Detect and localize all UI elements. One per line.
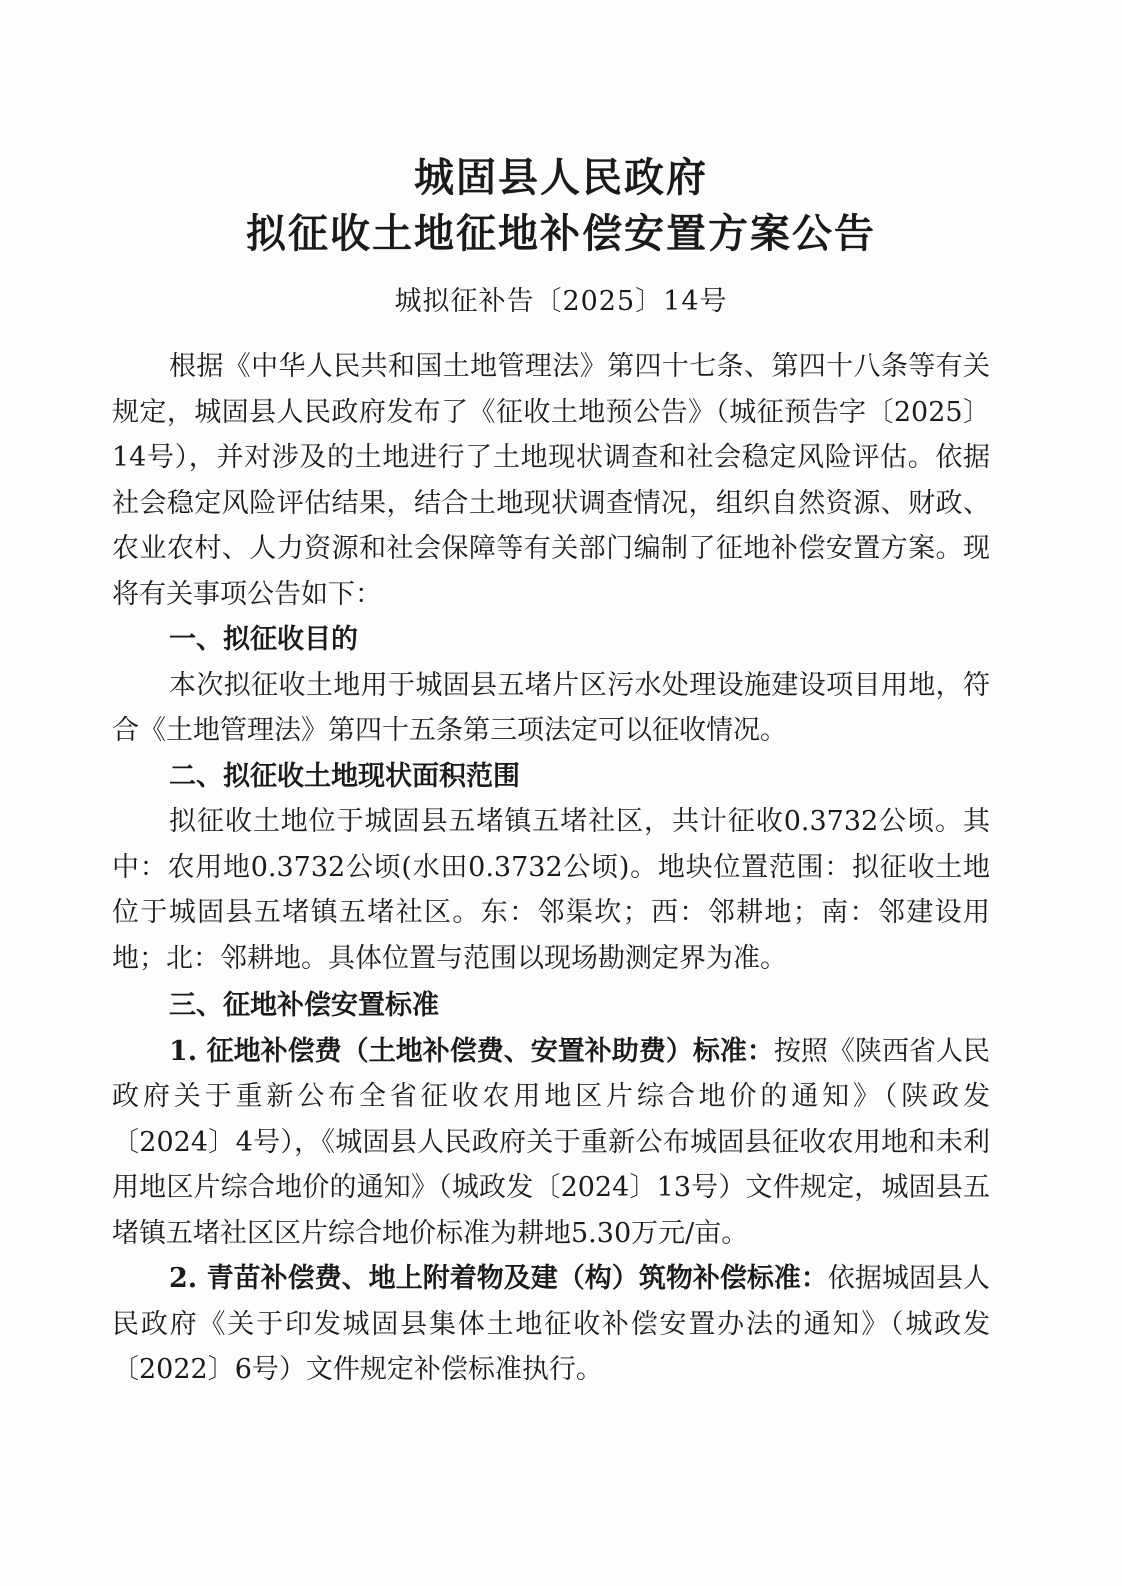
section-2-heading: 二、拟征收土地现状面积范围 [169,760,520,792]
title-line-1: 城固县人民政府 [414,154,708,201]
intro-paragraph: 根据《中华人民共和国土地管理法》第四十七条、第四十八条等有关规定，城固县人民政府发布了《征收土地预公告》（城征预告字〔2025〕14号），并对涉及的土地进行了土地现状调查和社会稳定风险评估。依据社会稳定风险评估结果，结合土地现状调查情况，组织自然资源、财政、农业农村、人力资源和社会保障等有关部门编制了征地补偿安置方案。现将有关事项公告如下： [112,351,990,610]
item-1-text: 按照《陕西省人民政府关于重新公布全省征收农用地区片综合地价的通知》（陕政发〔2024〕4号），《城固县人民政府关于重新公布城固县征收农用地和未利用地区片综合地价的通知》（城政发〔2024〕13号）文件规定，城固县五堵镇五堵社区区片综合地价标准为耕地5.30万元/亩。 [112,1035,991,1249]
section-1-heading: 一、拟征收目的 [169,624,358,655]
title-line-2: 拟征收土地征地补偿安置方案公告 [246,210,876,257]
item-2-text: 依据城固县人民政府《关于印发城固县集体土地征收补偿安置办法的通知》（城政发〔2022〕6号）文件规定补偿标准执行。 [112,1263,990,1385]
document-number: 城拟征补告〔2025〕14号 [394,286,728,317]
document-body [112,344,990,1393]
document-title [0,150,1122,262]
section-3-item-1 [112,1029,990,1257]
item-2-lead: 2. 青苗补偿费、地上附着物及建（构）筑物补偿标准： [169,1263,828,1294]
section-2-paragraph: 拟征收土地位于城固县五堵镇五堵社区，共计征收0.3732公顷。其中：农用地0.3732公顷(水田0.3732公顷)。地块位置范围：拟征收土地位于城固县五堵镇五堵社区。东：邻渠坎；西：邻耕地；南：邻建设用地；北：邻耕地。具体位置与范围以现场勘测定界为准。 [112,806,990,974]
item-1-lead: 1. 征地补偿费（土地补偿费、安置补助费）标准： [169,1035,774,1067]
section-3-heading: 三、征地补偿安置标准 [169,990,439,1021]
section-1-paragraph: 本次拟征收土地用于城固县五堵片区污水处理设施建设项目用地，符合《土地管理法》第四十五条第三项法定可以征收情况。 [112,669,990,746]
section-3-item-2 [112,1256,990,1393]
